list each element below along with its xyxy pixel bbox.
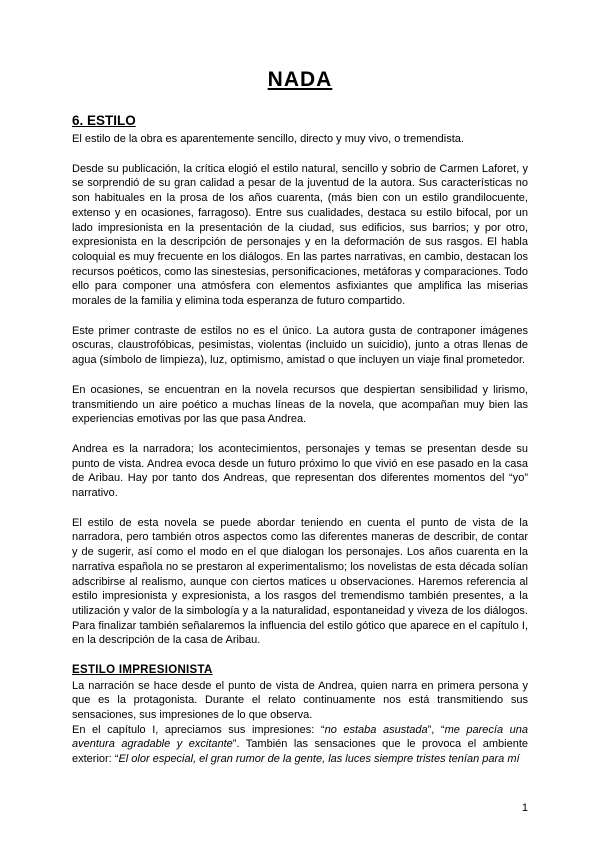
document-title: NADA bbox=[267, 68, 333, 91]
paragraph-lirismo: En ocasiones, se encuentran en la novela recursos que despiertan sensibilidad y lirismo, transmitiendo un aire poético a muchas líneas de la novela, que acompañan muy bien las experiencias emotivas por las que pasa Andrea. bbox=[72, 383, 528, 426]
paragraph-punto-de-vista: La narración se hace desde el punto de vista de Andrea, quien narra en primera persona y que es la protagonista. Durante el relato continuamente nos está transmitiendo sus sensaciones, sus impresiones de lo que observa. bbox=[72, 679, 528, 721]
paragraph-contraste: Este primer contraste de estilos no es el único. La autora gusta de contraponer imágenes oscuras, claustrofóbicas, pesimistas, violentas (incluido un suicidio), junto a otras llenas de agua (símbolo de limpieza), luz, optimismo, amistad o que incluyen un viaje final prometedor. bbox=[72, 324, 528, 367]
paragraph-capitulo-uno: En el capítulo I, apreciamos sus impresiones: “no estaba asustada”, “me parecía una aventura agradable y excitante”. También las sensaciones que le provoca el ambiente exterior: “El olor especial, el gran rumor de la gente, las luces siempre tristes tenían para mí bbox=[72, 723, 529, 766]
paragraph-abordaje: El estilo de esta novela se puede abordar teniendo en cuenta el punto de vista de la narradora, pero también otros aspectos como las diferentes maneras de describir, de contar y de sugerir, así como el modo en el que dialogan los personajes. Los años cuarenta en la narrativa española no se prestaron al experimentalismo; los novelistas de esta década solían adscribirse al realismo, aunque con ciertos matices u observaciones. Haremos referencia al estilo impresionista y expresionista, a los rasgos del tremendismo también presentes, a la utilización y valor de la simbología y a la naturalidad, espontaneidad y viveza de los diálogos. Para finalizar también señalaremos la influencia del estilo gótico que aparece en el capítulo I, en la descripción de la casa de Aribau. bbox=[72, 516, 528, 647]
section-heading-estilo: 6. ESTILO bbox=[72, 113, 136, 128]
subsection-heading-impresionista: ESTILO IMPRESIONISTA bbox=[72, 664, 213, 677]
page-number: 1 bbox=[521, 802, 528, 814]
paragraph-critica: Desde su publicación, la crítica elogió el estilo natural, sencillo y sobrio de Carmen Laforet, y se sorprendió de su gran calidad a pesar de la juventud de la autora. Sus características no son habituales en la prosa de los años cuarenta, (más bien con un estilo grandilocuente, extenso y en ocasiones, farragoso). Entre sus cualidades, destaca su estilo bifocal, por un lado impresionista en la presentación de la ciudad, sus edificios, sus barrios; y por otro, expresionista en la descripción de personajes y en la deformación de sus rasgos. El habla coloquial es muy frecuente en los diálogos. En las partes narrativas, en cambio, destacan los recursos poéticos, como las sinestesias, personificaciones, metáforas y comparaciones. Todo ello para componer una atmósfera con elementos asfixiantes que amplifica las miserias morales de la familia y elimina toda esperanza de futuro compartido. bbox=[72, 162, 528, 308]
paragraph-narradora: Andrea es la narradora; los acontecimientos, personajes y temas se presentan desde su punto de vista. Andrea evoca desde un futuro próximo lo que vivió en ese pasado en la casa de Aribau. Hay por tanto dos Andreas, que representan dos diferentes momentos del “yo” narrativo. bbox=[72, 442, 528, 500]
paragraph-intro: El estilo de la obra es aparentemente sencillo, directo y muy vivo, o tremendista. bbox=[72, 133, 464, 145]
